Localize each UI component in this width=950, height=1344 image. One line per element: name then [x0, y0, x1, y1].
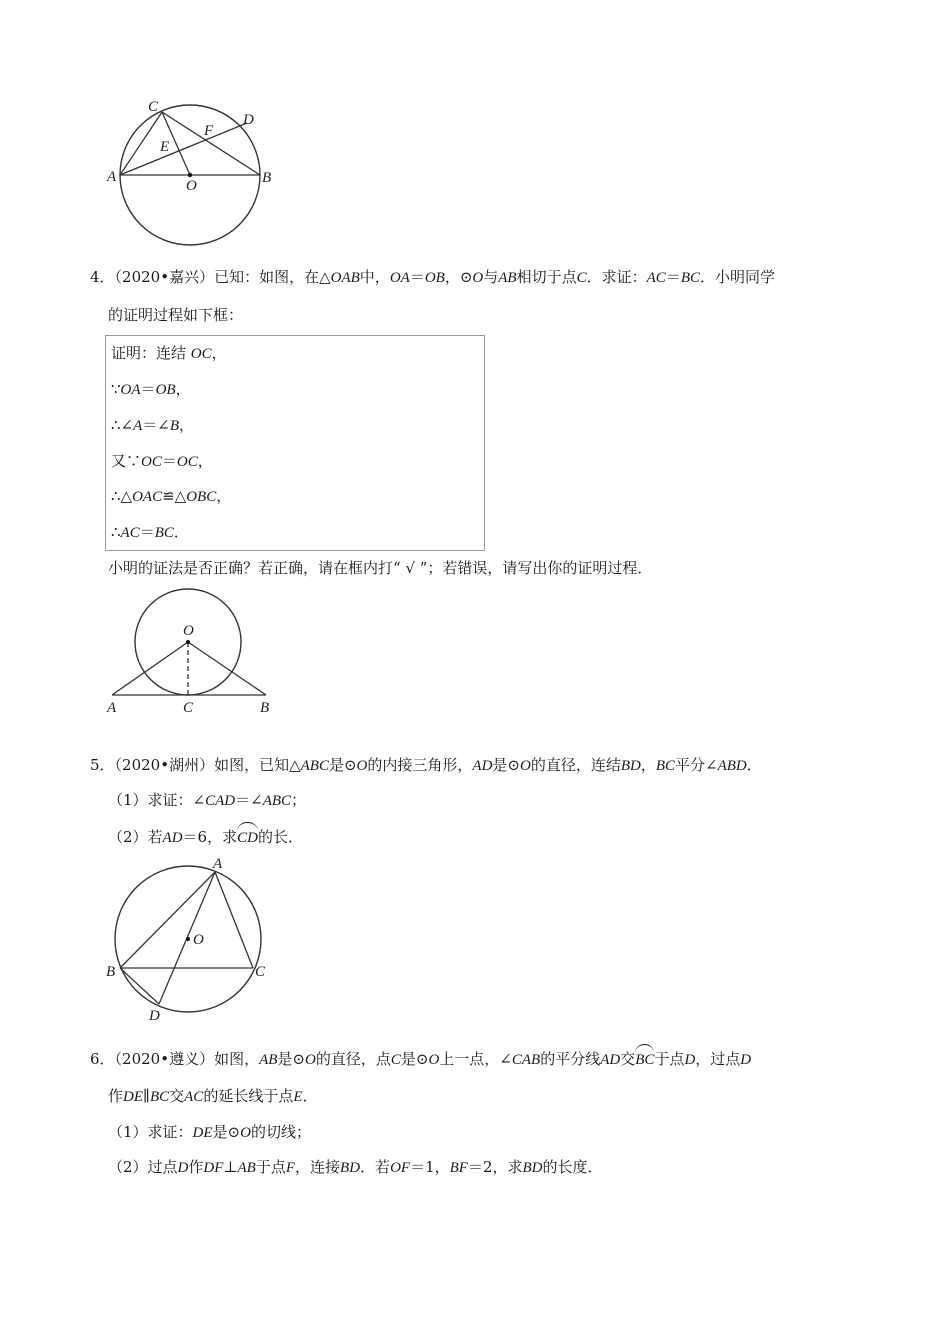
- text: ，: [175, 380, 191, 398]
- q4-line1: [90, 267, 775, 288]
- segment-bd: [120, 968, 159, 1004]
- text: 于点: [654, 1050, 685, 1068]
- text: ．小明同学: [700, 268, 776, 286]
- text: 交: [620, 1050, 636, 1068]
- text: 已知：如图，在△: [214, 268, 331, 286]
- text: （2）过点: [108, 1158, 178, 1176]
- math: AD: [472, 758, 493, 774]
- label-o: O: [193, 932, 204, 948]
- math: F: [285, 1160, 296, 1176]
- text: 的平分线: [540, 1050, 601, 1068]
- q6-line2: [108, 1086, 318, 1107]
- text: ＝: [161, 452, 177, 470]
- math: AD: [600, 1052, 621, 1068]
- text: ＝2，求: [467, 1158, 523, 1176]
- label-a: A: [107, 700, 117, 716]
- text: ，: [640, 756, 656, 774]
- text: ；: [291, 791, 307, 809]
- math: BC: [655, 758, 676, 774]
- text: 又∵: [111, 452, 142, 470]
- math: OF: [390, 1160, 411, 1176]
- math: OB: [155, 382, 176, 398]
- math: BD: [340, 1160, 361, 1176]
- text: ，连接: [295, 1158, 341, 1176]
- label-o: O: [183, 623, 194, 639]
- text: ＝: [665, 268, 681, 286]
- math: OC: [141, 454, 162, 470]
- text: ，: [197, 452, 213, 470]
- text: 相切于点: [516, 268, 577, 286]
- text: 作: [188, 1158, 204, 1176]
- math: B: [169, 418, 180, 434]
- text: 于点: [255, 1158, 286, 1176]
- q5-part2: [108, 824, 303, 848]
- math: BD: [620, 758, 641, 774]
- math: AC: [120, 525, 140, 541]
- point-o: [186, 937, 190, 941]
- text: 证明：连结: [111, 344, 191, 362]
- text: 如图，已知△: [214, 756, 301, 774]
- text: ，⊙: [444, 268, 473, 286]
- math: OC: [190, 346, 212, 362]
- text: 的切线；: [250, 1123, 311, 1141]
- math: AC: [646, 270, 666, 286]
- text: ＝6，求: [182, 828, 238, 846]
- math: OB: [424, 270, 445, 286]
- text: ＝∠: [235, 791, 263, 809]
- q6-part2: [108, 1157, 603, 1178]
- text: ．: [173, 523, 189, 541]
- proof-line-5: [111, 486, 231, 507]
- text: ∵: [111, 380, 121, 398]
- figure-q5: [100, 852, 280, 1027]
- text: ，: [216, 487, 232, 505]
- question-source: （2020•嘉兴）: [114, 268, 215, 286]
- text: 是⊙: [328, 756, 357, 774]
- text: ，: [179, 416, 195, 434]
- text: （1）求证：∠: [108, 791, 206, 809]
- math: CAD: [205, 793, 236, 809]
- q4-line2: 的证明过程如下框：: [108, 306, 244, 324]
- text: 的长度．: [542, 1158, 603, 1176]
- q5-part1: [108, 790, 306, 811]
- question-number: 6．: [90, 1050, 115, 1068]
- math: ABD: [717, 758, 747, 774]
- text: 的延长线于点: [203, 1087, 294, 1105]
- text: 的内接三角形，: [367, 756, 473, 774]
- text: ＝: [139, 523, 155, 541]
- math: AC: [184, 1089, 204, 1105]
- text: （1）求证：: [108, 1123, 193, 1141]
- point-o: [188, 173, 192, 177]
- question-source: （2020•湖州）: [114, 756, 215, 774]
- text: ∴: [111, 523, 121, 541]
- q6-part1: [108, 1122, 311, 1143]
- segment-ob: [188, 642, 266, 695]
- math: ABC: [262, 793, 292, 809]
- proof-line-2: [111, 379, 191, 400]
- text: ＝∠: [142, 416, 170, 434]
- math: DF: [203, 1160, 224, 1176]
- label-d: D: [149, 1008, 160, 1024]
- label-o: O: [186, 178, 197, 194]
- figure-q3: [100, 95, 290, 250]
- label-c: C: [148, 99, 159, 115]
- label-b: B: [262, 170, 272, 186]
- q4-after-text: 小明的证法是否正确？若正确，请在框内打“ √ ”；若错误，请写出你的证明过程．: [108, 559, 653, 577]
- text: 交: [169, 1087, 185, 1105]
- text: （2）若: [108, 828, 163, 846]
- math: OAC: [132, 489, 163, 505]
- label-f: F: [204, 123, 214, 139]
- text: ∴∠: [111, 416, 134, 434]
- math: C: [576, 270, 587, 286]
- math: E: [293, 1089, 303, 1105]
- math: ABC: [300, 758, 329, 774]
- math: AB: [237, 1160, 256, 1176]
- math: BF: [449, 1160, 468, 1176]
- text: 中，: [359, 268, 390, 286]
- math: O: [472, 270, 484, 286]
- math: OA: [389, 270, 410, 286]
- math: D: [740, 1052, 752, 1068]
- text: ．若: [360, 1158, 391, 1176]
- text: ＝: [140, 380, 156, 398]
- math: DE: [192, 1125, 213, 1141]
- text: ，: [211, 344, 227, 362]
- math: O: [519, 758, 531, 774]
- text: 上一点，∠: [439, 1050, 512, 1068]
- math: CAB: [511, 1052, 541, 1068]
- text: ∴△: [111, 487, 133, 505]
- proof-line-6: [111, 522, 189, 543]
- text: ＝: [409, 268, 425, 286]
- text: ⊥: [223, 1158, 238, 1176]
- figure-q4: [100, 585, 290, 720]
- label-d: D: [243, 112, 254, 128]
- label-e: E: [160, 139, 170, 155]
- proof-line-3: [111, 415, 194, 436]
- question-number: 5．: [90, 756, 115, 774]
- label-a: A: [107, 169, 117, 185]
- arc-bc: BC: [635, 1046, 654, 1070]
- math: BC: [149, 1089, 170, 1105]
- label-b: B: [260, 700, 270, 716]
- q5-line1: [90, 755, 762, 776]
- math: C: [390, 1052, 401, 1068]
- math: O: [305, 1052, 316, 1068]
- segment-ac: [120, 112, 162, 175]
- text: ∥: [143, 1087, 150, 1105]
- math: O: [356, 758, 368, 774]
- question-source: （2020•遵义）: [114, 1050, 215, 1068]
- text: 平分∠: [675, 756, 718, 774]
- math: DE: [123, 1089, 144, 1105]
- text: ，过点: [695, 1050, 741, 1068]
- text: ．求证：: [586, 268, 647, 286]
- text: 是⊙: [400, 1050, 429, 1068]
- text: 的直径，连结: [530, 756, 621, 774]
- math: D: [177, 1160, 189, 1176]
- proof-box: [105, 335, 485, 551]
- math: OAB: [330, 270, 360, 286]
- math: BC: [154, 525, 174, 541]
- proof-line-1: [111, 343, 227, 364]
- math: OBC: [186, 489, 217, 505]
- segment-ab: [120, 872, 215, 968]
- math: A: [133, 418, 143, 434]
- math: OA: [120, 382, 141, 398]
- text: ．: [302, 1087, 318, 1105]
- text: 与: [483, 268, 499, 286]
- label-c: C: [183, 700, 194, 716]
- arc-cd: CD: [237, 824, 258, 848]
- text: 是⊙: [277, 1050, 305, 1068]
- label-a: A: [213, 856, 223, 872]
- text: 的长．: [257, 828, 303, 846]
- text: 是⊙: [212, 1123, 241, 1141]
- question-number: 4．: [90, 268, 115, 286]
- math: BD: [522, 1160, 543, 1176]
- point-o: [186, 640, 190, 644]
- text: ＝1，: [410, 1158, 450, 1176]
- segment-oa: [112, 642, 188, 695]
- math: OC: [176, 454, 198, 470]
- proof-line-4: [111, 451, 213, 472]
- math: AB: [498, 270, 517, 286]
- q6-line1: [90, 1046, 751, 1070]
- label-c: C: [255, 964, 266, 980]
- math: BC: [680, 270, 700, 286]
- math: AD: [162, 830, 183, 846]
- math: O: [240, 1125, 251, 1141]
- math: O: [428, 1052, 440, 1068]
- segment-ad: [120, 123, 247, 175]
- segment-ac: [215, 872, 253, 968]
- math: AB: [259, 1052, 278, 1068]
- math: D: [684, 1052, 696, 1068]
- text: 是⊙: [492, 756, 520, 774]
- text: ≌△: [162, 487, 187, 505]
- text: 作: [108, 1087, 124, 1105]
- text: ．: [746, 756, 762, 774]
- text: 如图，: [214, 1050, 260, 1068]
- label-b: B: [106, 964, 116, 980]
- text: 的直径，点: [315, 1050, 391, 1068]
